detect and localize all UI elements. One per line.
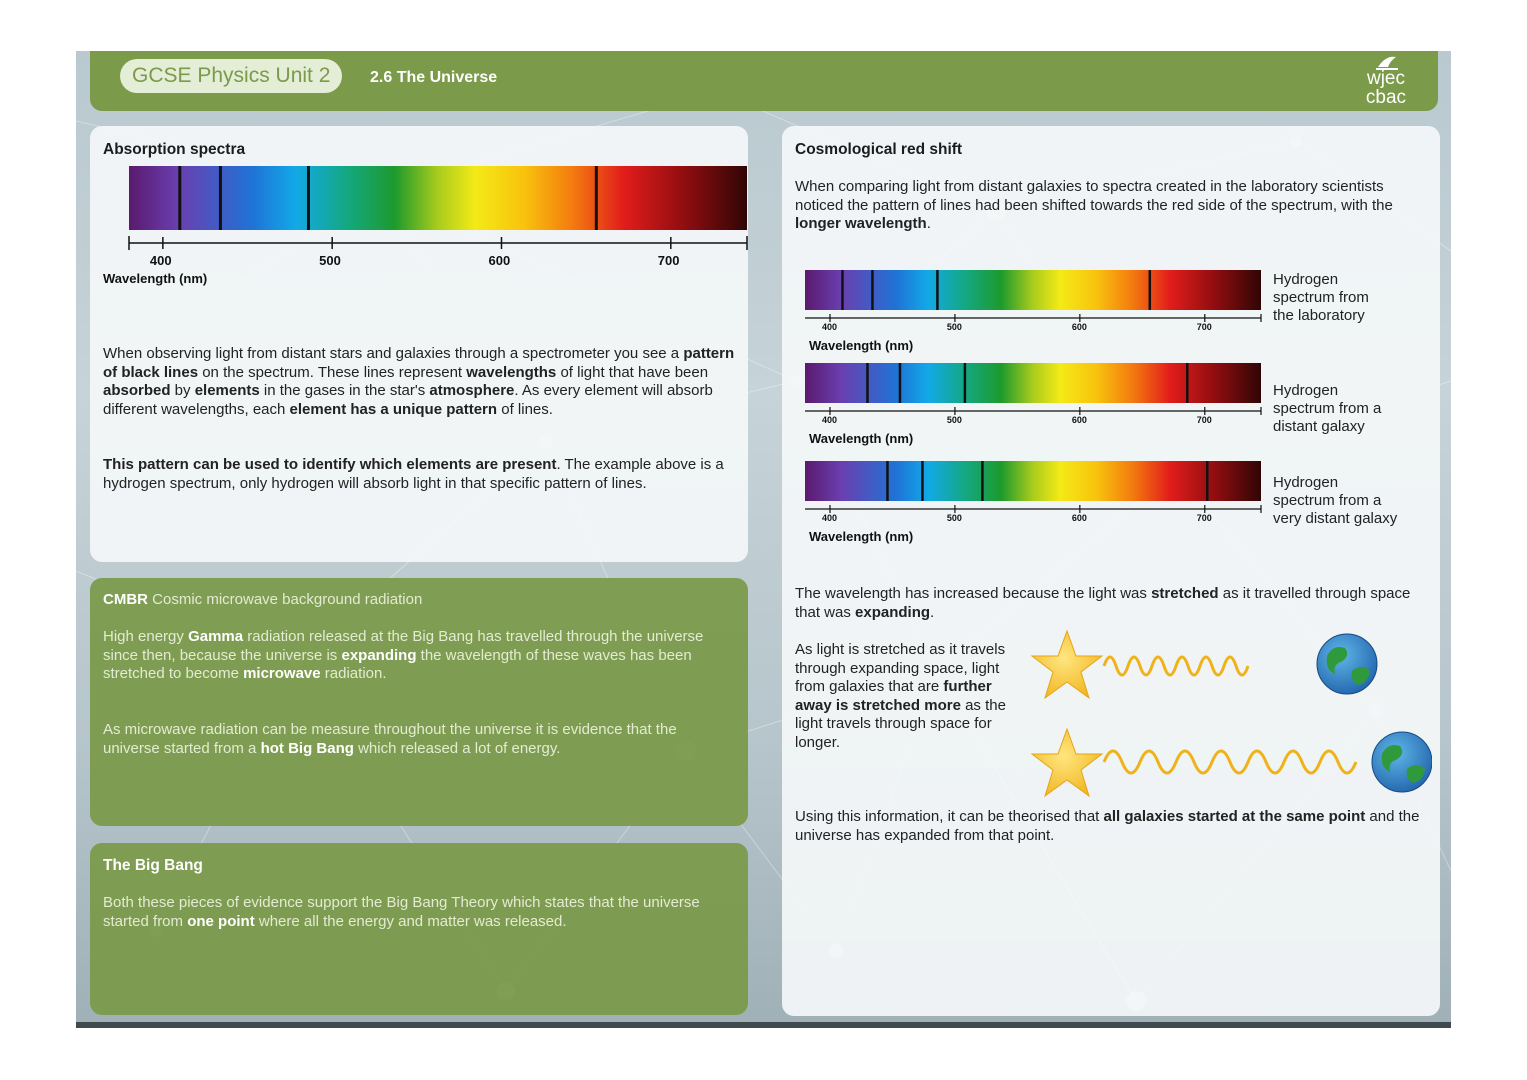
tick-label: 600 (1071, 415, 1087, 425)
redshift-panel (782, 126, 1440, 1016)
long-wavelength-wave (1104, 751, 1356, 773)
stretch-explanation (795, 585, 1431, 622)
tick-label: 400 (821, 415, 838, 425)
caption-line: spectrum from a (1273, 492, 1382, 509)
caption-line: Hydrogen (1273, 271, 1339, 288)
emphasis-text: microwave (243, 665, 321, 682)
text-run: . (926, 215, 931, 232)
spectrum-caption-distant (1273, 382, 1381, 436)
tick-label: 500 (319, 253, 341, 268)
earth-icon (1372, 732, 1432, 792)
absorption-paragraph-2 (103, 456, 739, 493)
emphasis-text: stretched (1151, 585, 1219, 602)
tick-label: 400 (821, 513, 838, 523)
bigbang-panel (90, 843, 748, 1015)
emphasis-text: longer wavelength (795, 215, 927, 232)
axis-label: Wavelength (nm) (809, 529, 914, 544)
topic-title: 2.6 The Universe (370, 69, 498, 86)
redshift-title: Cosmological red shift (795, 141, 963, 158)
course-title: GCSE Physics Unit 2 (120, 59, 342, 93)
star-icon (1032, 631, 1102, 698)
conclusion-paragraph (795, 808, 1431, 845)
text-run: When observing light from distant stars and galaxies through a spectrometer you see a (103, 345, 684, 362)
text-run: by (170, 382, 195, 399)
text-run: the wavelength of these waves has been stretched to become (103, 646, 692, 682)
emphasis-text: expanding (855, 603, 931, 621)
emphasis-text: all galaxies started at the same point (1103, 808, 1366, 825)
emphasis-text: further away is stretched more (795, 678, 992, 714)
cmbr-paragraph-1 (103, 628, 733, 684)
tick-label: 600 (488, 253, 511, 268)
emphasis-text: elements (194, 382, 260, 399)
caption-line: distant galaxy (1273, 418, 1365, 435)
tick-label: 600 (1071, 322, 1087, 332)
text-run: . (930, 603, 935, 621)
logo-text-top: wjec (1366, 68, 1405, 89)
absorption-axis-label: Wavelength (nm) (103, 271, 208, 286)
text-run: . As every element will absorb different wavelengths, each (103, 382, 713, 418)
absorption-title: Absorption spectra (103, 141, 246, 158)
tick-label: 500 (946, 322, 962, 332)
text-run: as the light travels through space for longer. (795, 696, 1006, 751)
tick-label: 700 (1196, 513, 1212, 523)
spectrum-caption-very-distant (1273, 474, 1397, 528)
spectrum-bar (805, 363, 1261, 403)
emphasis-text: pattern of black lines (103, 345, 735, 381)
caption-line: very distant galaxy (1273, 510, 1398, 527)
text-run: The wavelength has increased because the light was (795, 585, 1152, 602)
short-wavelength-wave (1104, 657, 1248, 675)
tick-label: 500 (946, 415, 962, 425)
text-run: of light that have been (556, 363, 709, 381)
text-run: which released a lot of energy. (353, 739, 561, 757)
cmbr-paragraph-2 (103, 721, 733, 758)
tick-label: 500 (946, 513, 962, 523)
emphasis-text: absorbed (103, 382, 171, 399)
axis-label: Wavelength (nm) (809, 338, 914, 353)
spectrum-bar (805, 461, 1261, 501)
cmbr-title (103, 591, 739, 610)
cmbr-title-abbr: CMBR (103, 591, 148, 608)
text-run: and the universe has expanded from that point. (795, 808, 1420, 844)
text-run: as it travelled through space that was (795, 585, 1411, 621)
redshift-spectrum (805, 363, 1261, 446)
absorption-paragraph-1 (103, 345, 739, 419)
caption-line: the laboratory (1273, 307, 1365, 324)
text-run: As microwave radiation can be measure throughout the universe it is evidence that the universe started from a (103, 721, 677, 757)
redshift-spectrum (805, 461, 1261, 544)
tick-label: 600 (1071, 513, 1087, 523)
text-run: . The example above is a hydrogen spectrum, only hydrogen will absorb light in that specific pattern of lines. (103, 456, 724, 492)
text-run: Both these pieces of evidence support the Big Bang Theory which states that the universe started from (103, 894, 700, 930)
tick-label: 400 (149, 253, 172, 268)
redshift-intro (795, 178, 1431, 234)
caption-line: Hydrogen (1273, 474, 1339, 491)
text-run: where all the energy and matter was released. (254, 912, 567, 930)
emphasis-text: expanding (341, 646, 417, 664)
absorption-panel (90, 126, 748, 562)
wjec-logo (1356, 53, 1416, 109)
caption-line: Hydrogen (1273, 382, 1339, 399)
caption-line: spectrum from (1273, 289, 1369, 306)
tick-label: 700 (657, 253, 680, 268)
text-run: radiation. (320, 665, 387, 682)
emphasis-text: wavelengths (466, 363, 557, 381)
emphasis-text: element has a unique pattern (289, 400, 498, 418)
text-run: High energy (103, 628, 189, 645)
text-run: Using this information, it can be theorised that (795, 808, 1104, 825)
redshift-spectrum (805, 270, 1261, 353)
star-icon (1032, 729, 1102, 796)
bigbang-title: The Big Bang (103, 857, 203, 874)
worksheet (76, 51, 1451, 1028)
logo-text-bottom: cbac (1365, 87, 1407, 108)
text-run: As light is stretched as it travels through expanding space, light from galaxies that are (795, 641, 1006, 695)
bigbang-paragraph (103, 894, 739, 931)
spectrum-caption-lab (1273, 271, 1369, 325)
text-run: When comparing light from distant galaxies to spectra created in the laboratory scientists noticed the pattern of lines had been shifted towards the red side of the spectrum, with the (795, 178, 1393, 214)
header-banner (90, 51, 1438, 111)
text-run: radiation released at the Big Bang has travelled through the universe since then, because the universe is (103, 628, 704, 664)
text-run: on the spectrum. These lines represent (198, 363, 467, 381)
tick-label: 700 (1196, 322, 1212, 332)
axis-label: Wavelength (nm) (809, 431, 914, 446)
stretched-wave-illustration (1022, 626, 1432, 806)
tick-label: 700 (1196, 415, 1212, 425)
redshift-spectra-chart (782, 256, 1262, 556)
cmbr-panel (90, 578, 748, 826)
text-run: of lines. (497, 400, 553, 418)
cmbr-title-full: Cosmic microwave background radiation (148, 591, 423, 608)
distance-explanation (795, 641, 1023, 752)
caption-line: spectrum from a (1273, 400, 1382, 417)
tick-label: 400 (821, 322, 838, 332)
emphasis-text: atmosphere (429, 382, 515, 399)
emphasis-text: one point (187, 912, 255, 930)
emphasis-text: This pattern can be used to identify which elements are present (103, 456, 557, 473)
text-run: in the gases in the star's (259, 382, 430, 399)
emphasis-text: Gamma (188, 628, 244, 645)
earth-icon (1317, 634, 1377, 694)
bottom-bar (76, 1022, 1451, 1028)
emphasis-text: hot Big Bang (260, 739, 354, 757)
